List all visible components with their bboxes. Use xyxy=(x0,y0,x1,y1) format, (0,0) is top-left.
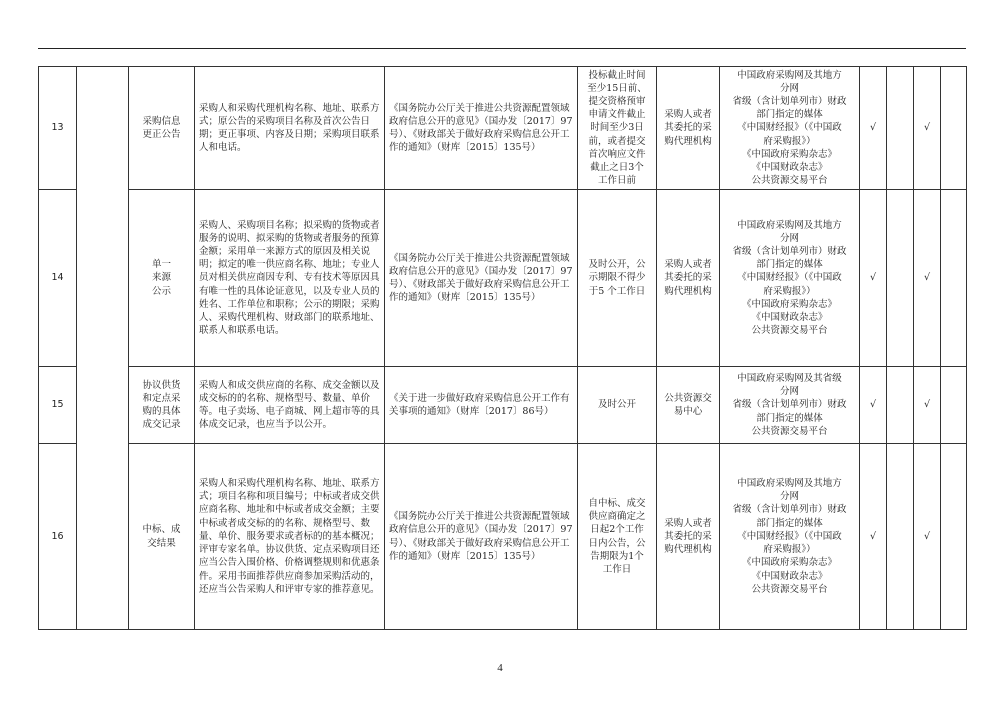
basis-cell: 《关于进一步做好政府采购信息公开工作有关事项的通知》（财库〔2017〕86号） xyxy=(385,367,578,444)
timing-cell: 及时公开，公 示期限不得少 于5 个工作日 xyxy=(578,190,657,367)
empty-cell xyxy=(887,190,914,367)
check-mark: √ xyxy=(914,190,941,367)
item-name: 采购信息 更正公告 xyxy=(129,67,195,190)
check-mark: √ xyxy=(860,67,887,190)
table-row xyxy=(39,190,967,367)
subject-cell: 采购人或者 其委托的采 购代理机构 xyxy=(657,190,720,367)
row-number: 13 xyxy=(39,67,77,190)
empty-cell xyxy=(941,67,967,190)
empty-cell xyxy=(941,444,967,630)
empty-cell xyxy=(887,367,914,444)
item-name: 单一 来源 公示 xyxy=(129,190,195,367)
table-row xyxy=(39,367,967,444)
basis-cell: 《国务院办公厅关于推进公共资源配置领域政府信息公开的意见》（国办发〔2017〕97号）、《财政部关于做好政府采购信息公开工作的通知》（财库〔2015〕135号） xyxy=(385,444,578,630)
channel-cell: 中国政府采购网及其省级 分网 省级（含计划单列市）财政 部门指定的媒体 公共资源交易平台 xyxy=(720,367,860,444)
header-rule xyxy=(38,48,966,49)
check-mark: √ xyxy=(914,367,941,444)
check-mark: √ xyxy=(860,444,887,630)
channel-cell: 中国政府采购网及其地方 分网 省级（含计划单列市）财政 部门指定的媒体 《中国财经报》（《中国政 府采购报》） 《中国政府采购杂志》 《中国财政杂志》 公共资源交易平台 xyxy=(720,444,860,630)
empty-cell xyxy=(941,367,967,444)
basis-cell: 《国务院办公厅关于推进公共资源配置领域政府信息公开的意见》（国办发〔2017〕97号）、《财政部关于做好政府采购信息公开工作的通知》（财库〔2015〕135号） xyxy=(385,190,578,367)
row-number: 16 xyxy=(39,444,77,630)
item-name: 协议供货 和定点采 购的具体 成交记录 xyxy=(129,367,195,444)
empty-cell xyxy=(887,67,914,190)
content-cell: 采购人和采购代理机构名称、地址、联系方式；项目名称和项目编号；中标或者成交供应商名称、地址和中标或者成交金额；主要中标或者成交标的的名称、规格型号、数量、单价、服务要求或者标的的基本概况；评审专家名单。协议供货、定点采购项目还应当公告入围价格、价格调整规则和优惠条件。采用书面推荐供应商参加采购活动的，还应当公告采购人和评审专家的推荐意见。 xyxy=(195,444,385,630)
empty-cell xyxy=(887,444,914,630)
item-name: 中标、成 交结果 xyxy=(129,444,195,630)
timing-cell: 及时公开 xyxy=(578,367,657,444)
basis-cell: 《国务院办公厅关于推进公共资源配置领域政府信息公开的意见》（国办发〔2017〕97号）、《财政部关于做好政府采购信息公开工作的通知》（财库〔2015〕135号） xyxy=(385,67,578,190)
channel-cell: 中国政府采购网及其地方 分网 省级（含计划单列市）财政 部门指定的媒体 《中国财经报》（《中国政 府采购报》） 《中国政府采购杂志》 《中国财政杂志》 公共资源交易平台 xyxy=(720,190,860,367)
row-number: 14 xyxy=(39,190,77,367)
page-number: 4 xyxy=(497,662,503,674)
disclosure-table xyxy=(38,66,967,630)
check-mark: √ xyxy=(914,444,941,630)
channel-cell: 中国政府采购网及其地方 分网 省级（含计划单列市）财政 部门指定的媒体 《中国财经报》（《中国政 府采购报》） 《中国政府采购杂志》 《中国财政杂志》 公共资源交易平台 xyxy=(720,67,860,190)
check-mark: √ xyxy=(860,190,887,367)
timing-cell: 自中标、成交 供应商确定之 日起2个工作 日内公告，公 告期限为1个 工作日 xyxy=(578,444,657,630)
subject-cell: 采购人或者 其委托的采 购代理机构 xyxy=(657,444,720,630)
content-cell: 采购人和成交供应商的名称、成交金额以及成交标的的名称、规格型号、数量、单价等。电子卖场、电子商城、网上超市等的具体成交记录，也应当予以公开。 xyxy=(195,367,385,444)
table-row xyxy=(39,444,967,630)
category-cell xyxy=(77,67,129,630)
timing-cell: 投标截止时间 至少15日前、 提交资格预审 申请文件截止 时间至少3日 前，或者提交 首次响应文件 截止之日3个 工作日前 xyxy=(578,67,657,190)
check-mark: √ xyxy=(860,367,887,444)
table-row xyxy=(39,67,967,190)
row-number: 15 xyxy=(39,367,77,444)
subject-cell: 采购人或者 其委托的采 购代理机构 xyxy=(657,67,720,190)
content-cell: 采购人、采购项目名称；拟采购的货物或者服务的说明、拟采购的货物或者服务的预算金额；采用单一来源方式的原因及相关说明；拟定的唯一供应商名称、地址；专业人员对相关供应商因专利、专有技术等原因具有唯一性的具体论证意见，以及专业人员的姓名、工作单位和职称；公示的期限；采购人、采购代理机构、财政部门的联系地址、联系人和联系电话。 xyxy=(195,190,385,367)
empty-cell xyxy=(941,190,967,367)
subject-cell: 公共资源交 易中心 xyxy=(657,367,720,444)
check-mark: √ xyxy=(914,67,941,190)
content-cell: 采购人和采购代理机构名称、地址、联系方式；原公告的采购项目名称及首次公告日期；更正事项、内容及日期；采购项目联系人和电话。 xyxy=(195,67,385,190)
